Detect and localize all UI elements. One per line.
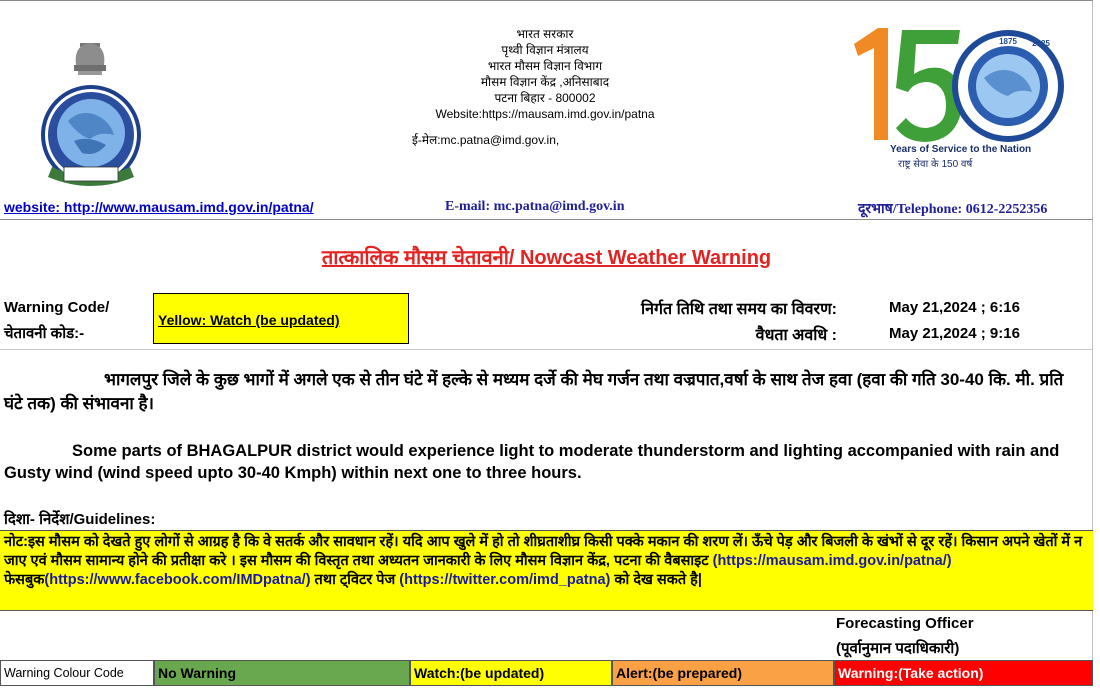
note-text: फेसबुक: [4, 572, 45, 588]
note-text: नोट:इस मौसम को देखते हुए लोगों से आग्रह है कि वे सतर्क और सावधान रहें। यदि आप खुले में हो तो शीघ्रताशीघ्र किसी पक्के मकान की शरण लें। ऊँचे पेड़ और बिजली के खंभों से दूर रहें। किसान अपने खेतों में न जाए एवं मौसम सामान्य होने की प्रतीक्षा करे । इस मौसम की विस्तृत तथा अध्यतन जानकारी के लिए मौसम विज्ञान केंद्र, पटना की वैबसाइट: [4, 534, 1083, 569]
address-email: ई-मेल:mc.patna@imd.gov.in,: [412, 133, 560, 147]
colour-code-warning: Warning:(Take action): [834, 660, 1093, 686]
warning-code-label-en: Warning Code/: [4, 299, 110, 316]
twitter-url-link[interactable]: (https://twitter.com/imd_patna): [399, 572, 611, 588]
colour-code-label: Warning Colour Code: [0, 660, 154, 686]
address-line: पटना बिहार - 800002: [494, 91, 596, 105]
svg-text:2025: [1032, 39, 1050, 48]
imd-emblem-icon: [30, 35, 152, 187]
warning-text-english: Some parts of BHAGALPUR district would experience light to moderate thunderstorm and lighting accompanied with rain and Gusty wind (wind speed upto 30-40 Kmph) within next one to three hours.: [4, 442, 1060, 482]
warning-code-label-hi: चेतावनी कोड:-: [4, 325, 85, 342]
facebook-url-link[interactable]: (https://www.facebook.com/IMDpatna/): [44, 572, 311, 588]
note-text: तथा ट्विटर पेज: [310, 572, 400, 588]
forecasting-officer-hi: (पूर्वानुमान पदाधिकारी): [836, 640, 960, 657]
guidelines-title: दिशा- निर्देश/Guidelines:: [4, 511, 156, 528]
colour-code-no-warning: No Warning: [154, 660, 410, 686]
website-url-link[interactable]: (https://mausam.imd.gov.in/patna/): [712, 553, 952, 569]
address-website: Website:https://mausam.imd.gov.in/patna: [435, 107, 655, 121]
logo-year-start: 1875: [999, 37, 1017, 46]
logo-tagline-hi: राष्ट्र सेवा के 150 वर्ष: [898, 159, 973, 170]
guidelines-note: [0, 530, 1093, 611]
website-link[interactable]: website: http://www.mausam.imd.gov.in/patna/: [4, 199, 314, 215]
note-text: को देख सकते है|: [610, 572, 702, 588]
validity-label: वैधता अवधि :: [755, 327, 837, 344]
header-divider: [0, 219, 1093, 220]
issue-time-label: निर्गत तिथि तथा समय का विवरण:: [641, 301, 837, 318]
warning-code-box: [153, 293, 409, 344]
issue-time-value: May 21,2024 ; 6:16: [889, 299, 1020, 316]
warning-colour-code-bar: [0, 660, 1093, 686]
address-line: भारत मौसम विज्ञान विभाग: [487, 59, 603, 73]
colour-code-watch: Watch:(be updated): [410, 660, 612, 686]
address-line: भारत सरकार: [516, 27, 574, 41]
top-border: [0, 0, 1093, 1]
address-line: मौसम विज्ञान केंद्र ,अनिसाबाद: [480, 75, 610, 89]
email-link[interactable]: E-mail: mc.patna@imd.gov.in: [445, 199, 625, 214]
validity-value: May 21,2024 ; 9:16: [889, 325, 1020, 342]
page-title: तात्कालिक मौसम चेतावनी/ Nowcast Weather Warning: [321, 247, 772, 269]
address-block: [330, 26, 760, 148]
warning-text-hindi: भागलपुर जिले के कुछ भागों में अगले एक से तीन घंटे में हल्के से मध्यम दर्जे की मेघ गर्जन तथा वज्रपात,वर्षा के साथ तेज हवा (हवा की गति 30-40 कि. मी. प्रति घंटे तक) की संभावना है।: [4, 370, 1064, 413]
logo-year-end: 2025: [1032, 39, 1050, 48]
forecasting-officer-en: Forecasting Officer: [836, 615, 974, 632]
colour-code-alert: Alert:(be prepared): [612, 660, 834, 686]
svg-text:1875: [999, 37, 1017, 46]
address-line: पृथ्वी विज्ञान मंत्रालय: [501, 43, 589, 57]
warning-code-value: Yellow: Watch (be updated): [158, 312, 340, 328]
warning-divider: [0, 349, 1093, 350]
telephone-number: दूरभाष/Telephone: 0612-2252356: [858, 202, 1048, 217]
logo-tagline-en: Years of Service to the Nation: [890, 144, 1032, 155]
